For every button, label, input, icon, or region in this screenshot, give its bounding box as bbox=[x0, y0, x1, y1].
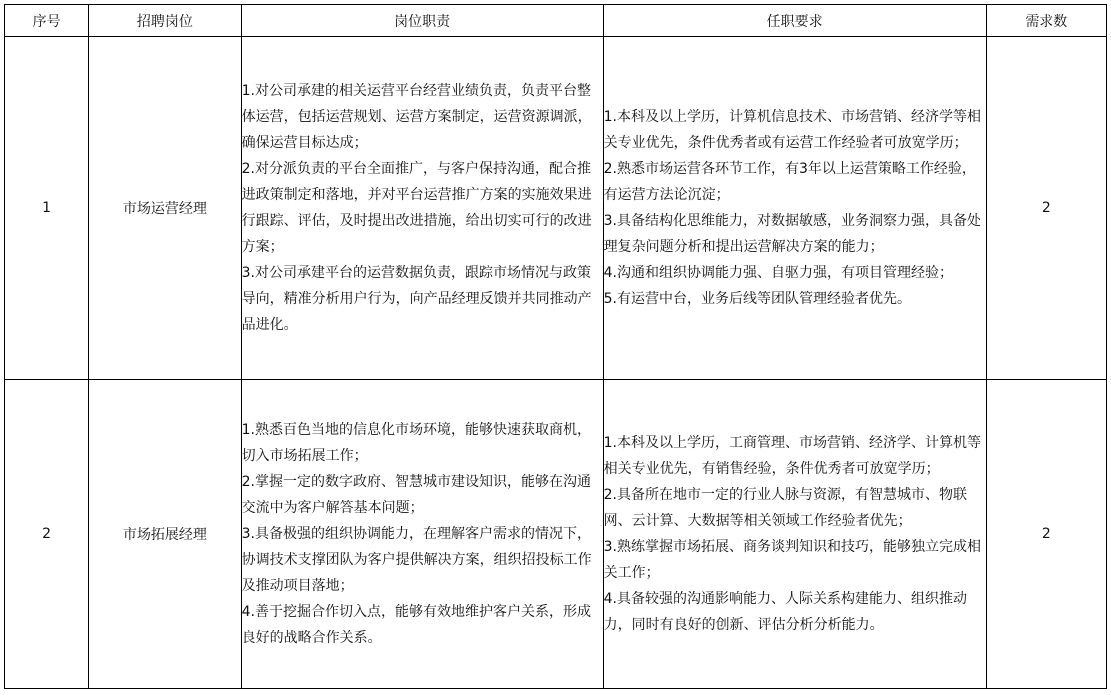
cell-serial-number: 2 bbox=[5, 380, 89, 689]
duty-item: 1.对公司承建的相关运营平台经营业绩负责，负责平台整体运营，包括运营规划、运营方案制定，运营资源调派，确保运营目标达成； bbox=[241, 83, 592, 151]
header-requirements: 任职要求 bbox=[603, 5, 986, 37]
requirement-item: 1.本科及以上学历，工商管理、市场营销、经济学、计算机等相关专业优先，有销售经验，条件优秀者可放宽学历； bbox=[603, 435, 981, 477]
requirement-item: 2.熟悉市场运营各环节工作，有3年以上运营策略工作经验，有运营方法论沉淀； bbox=[603, 161, 976, 203]
header-headcount: 需求数 bbox=[986, 5, 1106, 37]
cell-position: 市场运营经理 bbox=[89, 37, 241, 380]
requirement-item: 4.具备较强的沟通影响能力、人际关系构建能力、组织推动力，同时有良好的创新、评估分析分析能力。 bbox=[603, 591, 967, 633]
requirement-item: 3.具备结构化思维能力，对数据敏感，业务洞察力强，具备处理复杂问题分析和提出运营解决方案的能力； bbox=[603, 213, 981, 255]
requirement-item: 1.本科及以上学历，计算机信息技术、市场营销、经济学等相关专业优先，条件优秀者或有运营工作经验者可放宽学历； bbox=[603, 109, 981, 151]
header-row bbox=[5, 5, 1107, 37]
duty-item: 3.具备极强的组织协调能力，在理解客户需求的情况下，协调技术支撑团队为客户提供解决方案，组织招投标工作及推动项目落地； bbox=[241, 526, 592, 594]
cell-serial-number: 1 bbox=[5, 37, 89, 380]
header-serial-number: 序号 bbox=[5, 5, 89, 37]
table-row bbox=[5, 37, 1107, 380]
duty-item: 4.善于挖掘合作切入点，能够有效地维护客户关系，形成良好的战略合作关系。 bbox=[241, 604, 591, 646]
cell-requirements bbox=[603, 37, 986, 380]
cell-headcount: 2 bbox=[986, 37, 1106, 380]
cell-duties bbox=[241, 380, 603, 689]
requirement-item: 3.熟练掌握市场拓展、商务谈判知识和技巧，能够独立完成相关工作； bbox=[603, 539, 981, 581]
cell-duties bbox=[241, 37, 603, 380]
requirement-item: 4.沟通和组织协调能力强、自驱力强，有项目管理经验； bbox=[603, 265, 953, 281]
duty-item: 3.对公司承建平台的运营数据负责，跟踪市场情况与政策导向，精准分析用户行为，向产品经理反馈并共同推动产品进化。 bbox=[241, 265, 592, 333]
cell-position: 市场拓展经理 bbox=[89, 380, 241, 689]
header-position: 招聘岗位 bbox=[89, 5, 241, 37]
header-duties: 岗位职责 bbox=[241, 5, 603, 37]
requirement-item: 5.有运营中台，业务后线等团队管理经验者优先。 bbox=[603, 291, 911, 307]
cell-requirements bbox=[603, 380, 986, 689]
table-header bbox=[5, 5, 1107, 37]
recruitment-table bbox=[4, 4, 1107, 689]
requirement-item: 2.具备所在地市一定的行业人脉与资源，有智慧城市、物联网、云计算、大数据等相关领域工作经验者优先； bbox=[603, 487, 967, 529]
duty-item: 2.对分派负责的平台全面推广，与客户保持沟通，配合推进政策制定和落地，并对平台运营推广方案的实施效果进行跟踪、评估，及时提出改进措施，给出切实可行的改进方案； bbox=[241, 161, 592, 255]
duty-item: 1.熟悉百色当地的信息化市场环境，能够快速获取商机，切入市场拓展工作； bbox=[241, 422, 591, 464]
table-row bbox=[5, 380, 1107, 689]
duty-item: 2.掌握一定的数字政府、智慧城市建设知识，能够在沟通交流中为客户解答基本问题； bbox=[241, 474, 591, 516]
cell-headcount: 2 bbox=[986, 380, 1106, 689]
